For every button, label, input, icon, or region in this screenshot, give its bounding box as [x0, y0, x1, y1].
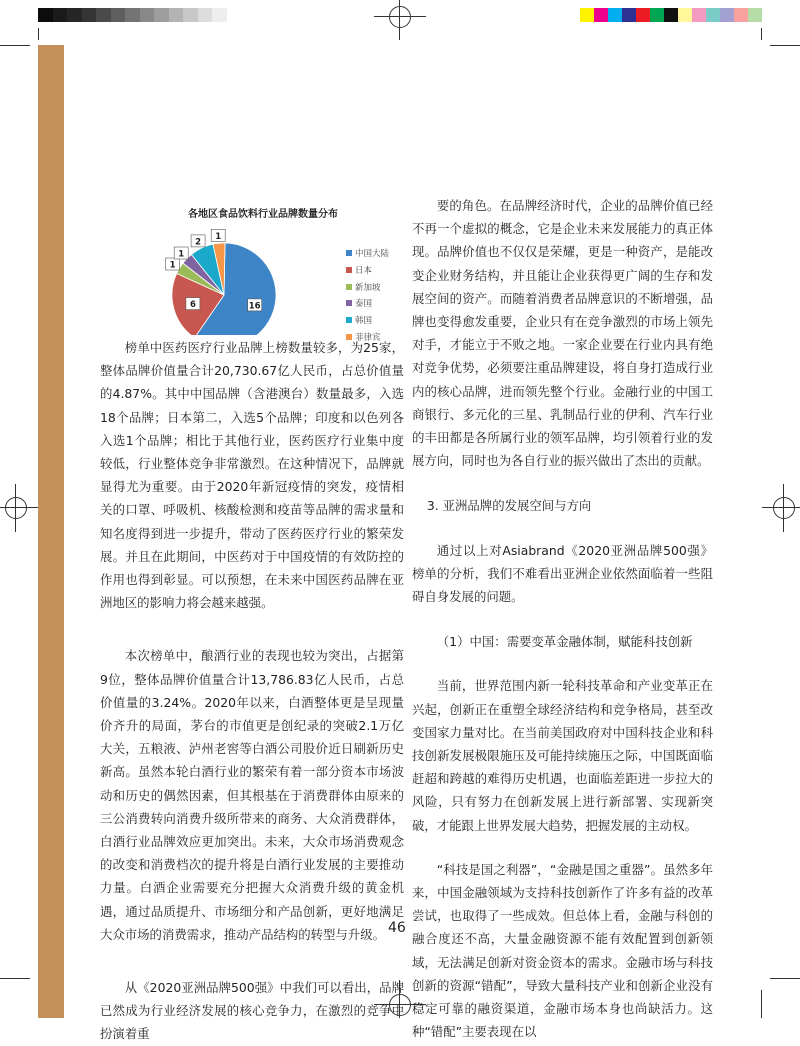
- crop-mark: [770, 978, 800, 979]
- paragraph-liquor: 本次榜单中，酿酒行业的表现也较为突出，占据第9位，整体品牌价值量合计13,786.83亿人民币，占总价值量的3.24%。2020年以来，白酒整体更是呈现量价齐升的局面，茅台的市值更是创纪录的突破2.1万亿大关，五粮液、泸州老窖等白酒公司股价近日刷新历史新高。虽然本轮白酒行业的繁荣有着一部分资本市场波动和历史的偶然因素，但其根基在于消费群体由原来的三公消费转向消费升级所带来的商务、大众消费群体，白酒行业品牌效应更加突出。未来，大众市场消费观念的改变和消费档次的提升将是白酒行业发展的主要推动力量。白酒企业需要充分把握大众消费升级的黄金机遇，通过品质提升、市场细分和产品创新，更好地满足大众市场的消费需求，推动产品结构的转型与升级。: [100, 648, 404, 942]
- legend-label: 泰国: [355, 299, 373, 310]
- legend-item: [346, 262, 389, 279]
- paragraph-analysis: 通过以上对Asiabrand《2020亚洲品牌500强》榜单的分析，我们不难看出亚洲企业依然面临着一些阻碍自身发展的问题。: [412, 542, 713, 605]
- crop-mark: [0, 45, 30, 46]
- brand-distribution-chart: [150, 205, 400, 343]
- crop-mark: [399, 0, 400, 40]
- color-swatch: [650, 8, 664, 22]
- color-swatch: [706, 8, 720, 22]
- legend-label: 日本: [355, 266, 373, 277]
- grayscale-calibration-strip: [38, 8, 227, 22]
- crop-mark: [0, 507, 38, 508]
- legend-label: 新加坡: [355, 282, 381, 293]
- crop-mark: [761, 28, 762, 40]
- color-swatch: [748, 8, 762, 22]
- color-swatch: [678, 8, 692, 22]
- crop-mark: [15, 484, 16, 532]
- color-calibration-strip: [580, 8, 776, 22]
- paragraph-innovation: 当前，世界范围内新一轮科技革命和产业变革正在兴起，创新正在重塑全球经济结构和竞争格局，甚至改变国家力量对比。在当前美国政府对中国科技企业和科技创新发展极限施压及可能持续施压之际，中国既面临赶超和跨越的难得历史机遇，也面临差距进一步拉大的风险，只有努力在创新发展上进行新部署、实现新突破，才能跟上世界发展大趋势，把握发展的主动权。: [412, 678, 713, 833]
- pie-label-韩国: [191, 235, 205, 248]
- legend-swatch: [346, 284, 352, 290]
- legend-item: [346, 295, 389, 312]
- gray-swatch: [140, 8, 155, 22]
- gray-swatch: [154, 8, 169, 22]
- gray-swatch: [67, 8, 82, 22]
- legend-swatch: [346, 250, 352, 256]
- legend-label: 菲律宾: [355, 332, 381, 343]
- page-edge-band: [38, 45, 64, 1018]
- paragraph-brand-summary: 从《2020亚洲品牌500强》中我们可以看出，品牌已然成为行业经济发展的核心竞争力，在激烈的竞争中扮演着重: [100, 980, 404, 1042]
- color-swatch: [636, 8, 650, 22]
- registration-target-right: [773, 497, 795, 519]
- legend-label: 中国大陆: [355, 249, 390, 260]
- gray-swatch: [111, 8, 126, 22]
- gray-swatch: [169, 8, 184, 22]
- gray-swatch: [212, 8, 227, 22]
- legend-item: [346, 278, 389, 295]
- legend-swatch: [346, 267, 352, 273]
- right-text-column: [412, 194, 713, 1044]
- pie-label-新加坡: [166, 258, 180, 271]
- crop-mark: [374, 16, 426, 17]
- crop-mark: [783, 484, 784, 532]
- pie-value-text: 6: [189, 300, 196, 311]
- pie-value-text: 1: [215, 231, 222, 242]
- paragraph-finance: “科技是国之利器”，“金融是国之重器”。虽然多年来，中国金融领域为支持科技创新作了许多有益的改革尝试，也取得了一些成效。但总体上看，金融与科创的融合度还不高，大量金融资源不能有效配置到创新领域，无法满足创新对资金资本的需求。金融市场与科技创新的资源“错配”，导致大量科技产业和创新企业没有稳定可靠的融资渠道，金融市场本身也尚缺活力。这种“错配”主要表现在以: [412, 861, 713, 1040]
- chart-legend: [346, 245, 389, 345]
- registration-target-left: [5, 497, 27, 519]
- gray-swatch: [125, 8, 140, 22]
- section-heading: 3. 亚洲品牌的发展空间与方向: [426, 498, 592, 514]
- pie-value-text: 1: [178, 249, 185, 260]
- color-swatch: [762, 8, 776, 22]
- pie-label-中国大陆: [248, 299, 262, 312]
- gray-swatch: [53, 8, 68, 22]
- pie-value-text: 2: [195, 237, 202, 248]
- crop-mark: [0, 978, 30, 979]
- color-swatch: [664, 8, 678, 22]
- gray-swatch: [183, 8, 198, 22]
- pie-label-菲律宾: [211, 229, 225, 242]
- color-swatch: [622, 8, 636, 22]
- legend-item: [346, 245, 389, 262]
- color-swatch: [608, 8, 622, 22]
- color-swatch: [720, 8, 734, 22]
- crop-mark: [762, 507, 800, 508]
- color-swatch: [580, 8, 594, 22]
- color-swatch: [594, 8, 608, 22]
- legend-label: 韩国: [355, 316, 373, 327]
- color-swatch: [692, 8, 706, 22]
- pie-label-日本: [186, 298, 200, 311]
- gray-swatch: [82, 8, 97, 22]
- gray-swatch: [198, 8, 213, 22]
- chart-title: 各地区食品饮料行业品牌数量分布: [188, 209, 338, 220]
- legend-swatch: [346, 317, 352, 323]
- gray-swatch: [38, 8, 53, 22]
- left-text-column: [100, 336, 404, 1046]
- subsection-heading: （1）中国：需要变革金融体制，赋能科技创新: [436, 634, 693, 650]
- registration-target-top: [389, 6, 411, 28]
- pie-label-泰国: [174, 247, 188, 260]
- pie-value-text: 1: [169, 260, 176, 271]
- legend-swatch: [346, 300, 352, 306]
- paragraph-brand-value: 要的角色。在品牌经济时代，企业的品牌价值已经不再一个虚拟的概念，它是企业未来发展能力的真正体现。品牌价值也不仅仅是荣耀，更是一种资产，是能改变企业财务结构，并且能让企业获得更广阔的生存和发展空间的资产。而随着消费者品牌意识的不断增强，品牌也变得愈发重要，企业只有在竞争激烈的市场上领先对手，才能立于不败之地。一家企业要在行业内具有绝对竞争优势，必须要注重品牌建设，将自身打造成行业内的核心品牌，进而领先整个行业。金融行业的中国工商银行、多元化的三星、乳制品行业的伊利、汽车行业的丰田都是各所属行业的领军品牌，均引领着行业的发展方向，同时也为各自行业的振兴做出了杰出的贡献。: [412, 198, 713, 469]
- legend-item: [346, 312, 389, 329]
- crop-mark: [38, 28, 39, 40]
- paragraph-pharma: 榜单中医药医疗行业品牌上榜数量较多，为25家，整体品牌价值量合计20,730.67亿人民币，占总价值量的4.87%。其中中国品牌（含港澳台）数量最多，入选18个品牌；日本第二，入选5个品牌；印度和以色列各入选1个品牌；相比于其他行业，医药医疗行业集中度较低，行业整体竞争非常激烈。在这种情况下，品牌就显得尤为重要。由于2020年新冠疫情的突发，疫情相关的口罩、呼吸机、核酸检测和疫苗等品牌的需求量和知名度得到进一步提升，带动了医药医疗行业的繁荣发展。并且在此期间，中医药对于中国疫情的有效防控的作用也得到彰显。可以预想，在未来中国医药品牌在亚洲地区的影响力将会越来越强。: [100, 340, 404, 611]
- crop-mark: [770, 45, 800, 46]
- page-number: 46: [388, 920, 406, 936]
- crop-mark: [761, 990, 762, 1018]
- color-swatch: [734, 8, 748, 22]
- pie-value-text: 16: [248, 301, 261, 312]
- gray-swatch: [96, 8, 111, 22]
